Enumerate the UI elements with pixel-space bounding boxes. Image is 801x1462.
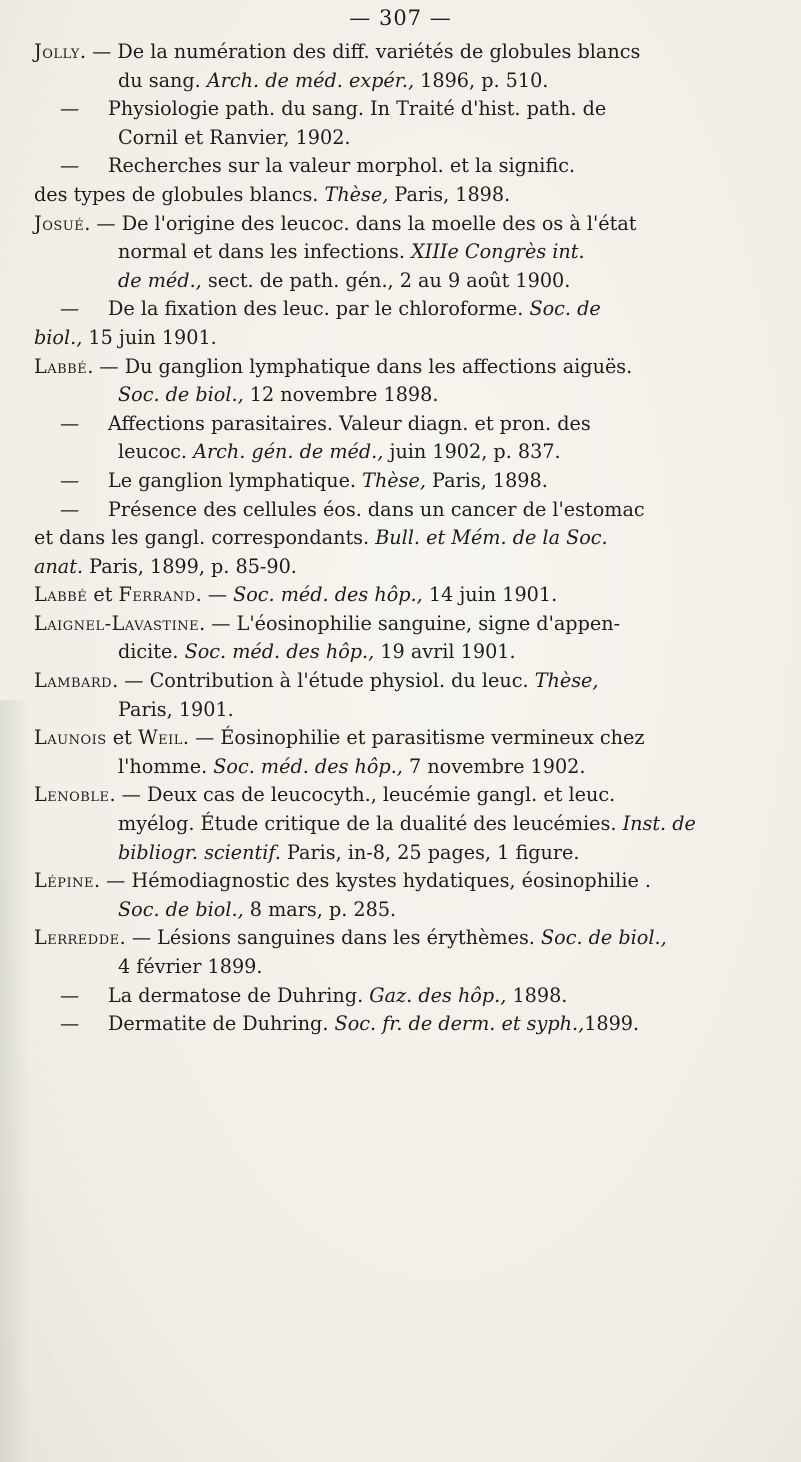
text-line <box>34 638 774 667</box>
text-run: 4 février 1899. <box>118 955 263 978</box>
text-run: 7 novembre 1902. <box>402 754 586 778</box>
author-name: Lerredde <box>34 926 120 950</box>
author-name: Ferrand <box>118 583 196 607</box>
text-run: Cornil et Ranvier, 1902. <box>118 125 351 149</box>
text-run: normal et dans les infections. <box>118 240 412 264</box>
italic-title: anat. <box>34 554 84 578</box>
text-run: du sang. <box>118 68 207 92</box>
italic-title: Soc. de biol., <box>118 383 244 407</box>
text-line <box>34 524 774 553</box>
text-line <box>34 696 774 725</box>
text-run: dicite. <box>118 640 185 664</box>
text-run: sect. de path. gén., 2 au 9 août 1900. <box>201 268 571 292</box>
dash-marker: — <box>60 1012 80 1036</box>
text-line <box>34 982 774 1011</box>
text-line <box>34 724 774 753</box>
italic-title: Soc. méd. des hôp., <box>233 583 423 607</box>
text-run: et dans les gangl. correspondants. <box>34 526 376 550</box>
italic-title: Arch. de méd. expér., <box>206 68 415 92</box>
text-line <box>34 95 774 124</box>
dash-marker: — <box>60 411 80 435</box>
italic-title: Soc. de <box>529 297 601 321</box>
page-number: — 307 — <box>349 6 452 30</box>
text-line <box>34 238 774 267</box>
italic-title: Thèse, <box>534 669 599 693</box>
italic-title: Soc. de biol., <box>541 926 667 950</box>
italic-title: Gaz. des hôp., <box>369 983 507 1007</box>
text-run: Recherches sur la valeur morphol. et la signific. <box>108 154 576 178</box>
author-name: Labbé <box>34 354 88 378</box>
text-line <box>34 781 774 810</box>
text-run: 19 avril 1901. <box>374 640 516 664</box>
text-run: des types de globules blancs. <box>34 182 325 206</box>
text-run: myélog. Étude critique de la dualité des leucémies. <box>118 812 623 836</box>
text-run: 1898. <box>506 983 568 1007</box>
text-run: 15 juin 1901. <box>82 325 217 349</box>
text-run: La dermatose de Duhring. <box>108 983 370 1007</box>
text-run: 8 mars, p. 285. <box>243 897 397 921</box>
italic-title: Soc. de biol., <box>118 897 244 921</box>
text-run: . — Hémodiagnostic des kystes hydatiques, éosinophilie . <box>93 869 652 893</box>
text-line <box>34 553 774 582</box>
text-run: 1896, p. 510. <box>414 68 549 92</box>
text-line <box>34 38 774 67</box>
text-run: 1899. <box>584 1012 640 1036</box>
text-run: Paris, 1901. <box>118 697 234 721</box>
text-line <box>34 324 774 353</box>
text-run: et <box>87 583 119 607</box>
text-line <box>34 924 774 953</box>
dash-marker: — <box>60 983 80 1007</box>
dash-marker: — <box>60 97 80 121</box>
text-line <box>34 667 774 696</box>
dash-marker: — <box>60 468 80 492</box>
page-edge-shadow <box>0 700 30 1462</box>
text-line <box>34 381 774 410</box>
text-run: l'homme. <box>118 754 214 778</box>
italic-title: XIIIe Congrès int. <box>411 240 585 264</box>
text-run: Affections parasitaires. Valeur diagn. et pron. des <box>108 411 591 435</box>
text-run: . — L'éosinophilie sanguine, signe d'appen- <box>199 611 621 635</box>
text-run: . — Du ganglion lymphatique dans les affections aiguës. <box>87 354 633 378</box>
text-line <box>34 953 774 982</box>
text-run: juin 1902, p. 837. <box>383 440 561 464</box>
text-run: . — Deux cas de leucocyth., leucémie gangl. et leuc. <box>109 783 616 807</box>
author-name: Lambard <box>34 669 113 693</box>
text-line <box>34 152 774 181</box>
text-run: leucoc. <box>118 440 194 464</box>
text-line <box>34 181 774 210</box>
text-run: Paris, 1899, p. 85-90. <box>83 554 297 578</box>
text-line <box>34 467 774 496</box>
dash-marker: — <box>60 154 80 178</box>
italic-title: Inst. de <box>622 812 696 836</box>
text-run: . — Lésions sanguines dans les érythèmes. <box>119 926 541 950</box>
text-line <box>34 410 774 439</box>
text-line <box>34 267 774 296</box>
italic-title: Soc. méd. des hôp., <box>184 640 375 664</box>
author-name: Jolly <box>34 40 80 63</box>
dash-marker: — <box>60 297 80 321</box>
text-run: 14 juin 1901. <box>422 583 558 607</box>
author-name: Launois <box>34 726 107 750</box>
italic-title: Thèse, <box>324 182 389 206</box>
text-line <box>34 1010 774 1039</box>
text-run: Physiologie path. du sang. In Traité d'hist. path. de <box>108 97 607 121</box>
text-line <box>34 295 774 324</box>
text-run: . — Contribution à l'étude physiol. du leuc. <box>112 669 535 693</box>
text-run: Paris, 1898. <box>425 468 548 492</box>
text-line <box>34 610 774 639</box>
italic-title: Thèse, <box>362 468 426 492</box>
text-run: De la fixation des leuc. par le chloroforme. <box>108 297 530 321</box>
author-name: Laignel-Lavastine <box>34 611 200 635</box>
italic-title: bibliogr. scientif. <box>118 840 281 864</box>
text-line <box>34 581 774 610</box>
text-run: . — Éosinophilie et parasitisme vermineux chez <box>182 726 645 750</box>
text-line <box>34 867 774 896</box>
text-line <box>34 67 774 96</box>
text-run: Paris, 1898. <box>388 182 511 206</box>
text-line <box>34 353 774 382</box>
author-name: Labbé <box>34 583 88 607</box>
italic-title: de méd., <box>118 268 202 292</box>
text-line <box>34 753 774 782</box>
text-run: Le ganglion lymphatique. <box>108 468 363 492</box>
author-name: Josué <box>34 211 85 235</box>
text-run: 12 novembre 1898. <box>243 383 439 407</box>
text-line <box>34 210 774 239</box>
text-line <box>34 496 774 525</box>
text-run: et <box>106 726 138 750</box>
italic-title: Soc. fr. de derm. et syph., <box>334 1012 585 1036</box>
text-line <box>34 896 774 925</box>
text-run: . — De l'origine des leucoc. dans la moelle des os à l'état <box>84 211 637 235</box>
text-line <box>34 839 774 868</box>
author-name: Lenoble <box>34 783 110 807</box>
italic-title: Bull. et Mém. de la Soc. <box>375 526 608 550</box>
text-run: Présence des cellules éos. dans un cancer de l'estomac <box>108 497 645 521</box>
text-line <box>34 438 774 467</box>
text-run: Dermatite de Duhring. <box>108 1012 335 1036</box>
text-line <box>34 810 774 839</box>
text-run: . — De la numération des diff. variétés de globules blancs <box>79 40 641 63</box>
text-run: Paris, in-8, 25 pages, 1 figure. <box>280 840 580 864</box>
italic-title: biol., <box>34 325 83 349</box>
italic-title: Arch. gén. de méd., <box>193 440 384 464</box>
text-run: . — <box>195 583 234 607</box>
bibliography-text <box>34 38 774 1039</box>
dash-marker: — <box>60 497 80 521</box>
text-line <box>34 124 774 153</box>
italic-title: Soc. méd. des hôp., <box>213 754 403 778</box>
author-name: Weil <box>137 726 183 750</box>
author-name: Lépine <box>34 869 94 893</box>
